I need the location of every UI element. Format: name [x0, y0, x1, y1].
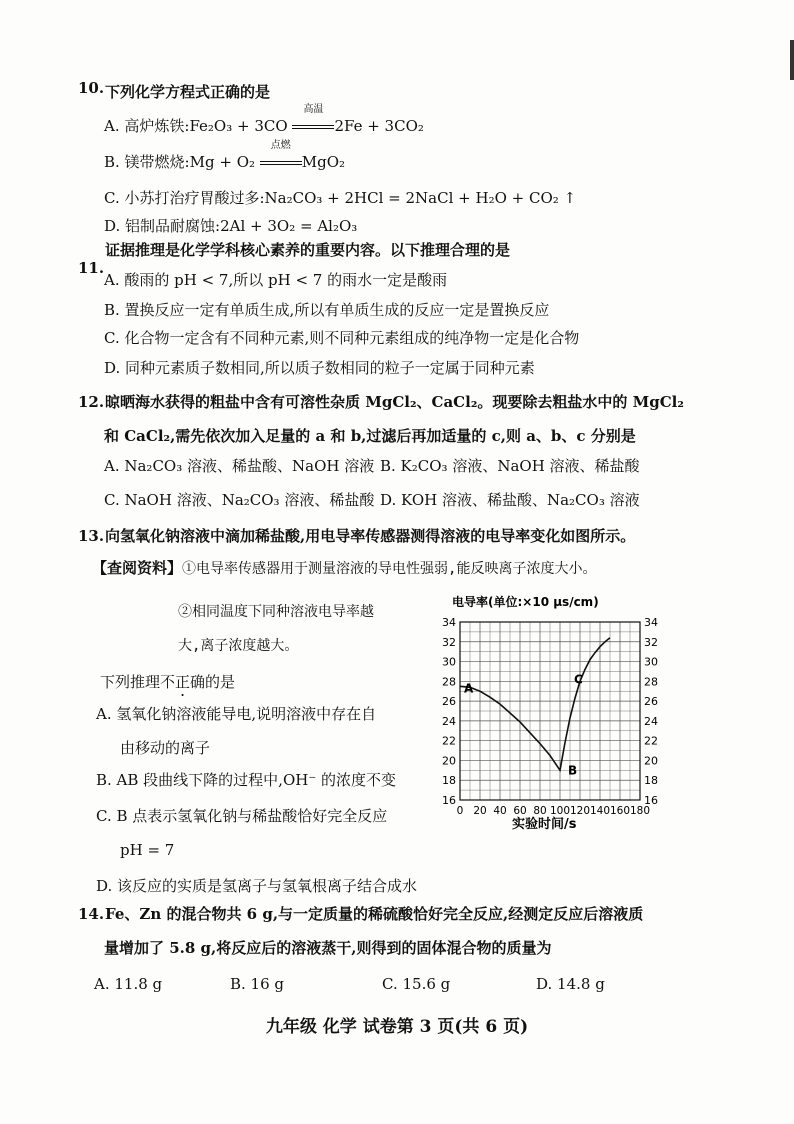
q13-option-b: B. AB 段曲线下降的过程中,OH⁻ 的浓度不变 — [96, 771, 397, 789]
q13-option-c-line2: pH = 7 — [120, 841, 175, 859]
y-tick-label-left: 24 — [442, 714, 456, 728]
y-tick-label-right: 22 — [644, 734, 658, 748]
y-tick-label-left: 34 — [442, 616, 456, 629]
q14-option-b: B. 16 g — [230, 975, 285, 993]
q14-stem-line1: Fe、Zn 的混合物共 6 g,与一定质量的稀硫酸恰好完全反应,经测定反应后溶液质 — [105, 905, 644, 923]
chart-xlabel: 实验时间/s — [512, 817, 577, 830]
q13-ask-emphasis: 不正确 — [160, 673, 206, 691]
x-tick-label: 80 — [533, 805, 547, 817]
q10-option-a — [104, 104, 424, 136]
x-tick-label: 40 — [493, 805, 507, 817]
y-tick-label-right: 28 — [644, 675, 658, 689]
q11-option-c: C. 化合物一定含有不同种元素,则不同种元素组成的纯净物一定是化合物 — [104, 329, 580, 347]
x-tick-label: 100 — [549, 805, 571, 817]
page-footer: 九年级 化学 试卷第 3 页(共 6 页) — [265, 1017, 529, 1037]
y-tick-label-left: 26 — [442, 695, 456, 709]
q12-stem-line1: 晾晒海水获得的粗盐中含有可溶性杂质 MgCl₂、CaCl₂。现要除去粗盐水中的 MgCl₂ — [105, 393, 684, 411]
q10-option-b — [104, 140, 346, 172]
q13-ref1-text: ①电导率传感器用于测量溶液的导电性强弱,能反映离子浓度大小。 — [182, 561, 597, 577]
y-tick-label-right: 16 — [644, 794, 658, 807]
q12-option-b: B. K₂CO₃ 溶液、NaOH 溶液、稀盐酸 — [380, 457, 640, 475]
point-label-a: A — [464, 681, 474, 696]
q10-number: 10. — [78, 79, 105, 97]
q14-number: 14. — [78, 905, 105, 923]
q13-number: 13. — [78, 527, 105, 545]
y-tick-label-left: 32 — [442, 635, 456, 649]
q10-b-label: B. 镁带燃烧: — [104, 153, 190, 171]
q13-reference-2a: ②相同温度下同种溶液电导率越 — [178, 604, 374, 620]
q14-option-a: A. 11.8 g — [94, 975, 163, 993]
q13-reference-1 — [92, 558, 596, 579]
y-tick-label-left: 22 — [442, 734, 456, 748]
q14-option-c: C. 15.6 g — [382, 975, 451, 993]
y-tick-label-left: 20 — [442, 754, 456, 768]
chart-title: 电导率(单位:×10 μs/cm) — [452, 595, 599, 609]
q11-option-a: A. 酸雨的 pH < 7,所以 pH < 7 的雨水一定是酸雨 — [104, 271, 448, 289]
x-tick-label: 60 — [513, 805, 527, 817]
q10-a-cond-text: 高温 — [303, 104, 324, 115]
point-label-c: C — [574, 672, 583, 687]
y-tick-label-left: 28 — [442, 675, 456, 689]
q11-option-d: D. 同种元素质子数相同,所以质子数相同的粒子一定属于同种元素 — [104, 359, 535, 377]
q13-option-c-line1: C. B 点表示氢氧化钠与稀盐酸恰好完全反应 — [96, 807, 388, 825]
x-tick-label: 20 — [473, 805, 487, 817]
x-tick-label: 140 — [589, 805, 611, 817]
q12-option-a: A. Na₂CO₃ 溶液、稀盐酸、NaOH 溶液 — [104, 457, 375, 475]
q10-stem: 下列化学方程式正确的是 — [105, 83, 271, 101]
q10-a-condition — [292, 104, 334, 136]
q14-stem-line2: 量增加了 5.8 g,将反应后的溶液蒸干,则得到的固体混合物的质量为 — [104, 939, 552, 957]
scan-edge-mark — [790, 40, 794, 80]
q10-b-right: MgO₂ — [301, 153, 346, 171]
q10-option-d: D. 铝制品耐腐蚀:2Al + 3O₂ = Al₂O₃ — [104, 217, 358, 235]
q13-stem: 向氢氧化钠溶液中滴加稀盐酸,用电导率传感器测得溶液的电导率变化如图所示。 — [105, 527, 636, 545]
chart-grid — [460, 622, 640, 800]
y-tick-label-right: 30 — [644, 655, 658, 669]
q10-a-left: Fe₂O₃ + 3CO — [189, 117, 288, 135]
y-tick-label-right: 32 — [644, 635, 658, 649]
x-tick-label: 180 — [629, 805, 651, 817]
x-tick-label: 120 — [569, 805, 591, 817]
y-tick-label-right: 34 — [644, 616, 658, 629]
x-tick-label: 160 — [609, 805, 631, 817]
y-tick-label-right: 24 — [644, 714, 658, 728]
q13-reference-2b: 大,离子浓度越大。 — [178, 638, 299, 654]
y-tick-label-left: 30 — [442, 655, 456, 669]
q12-stem-line2: 和 CaCl₂,需先依次加入足量的 a 和 b,过滤后再加适量的 c,则 a、b、c 分别是 — [104, 427, 636, 445]
y-tick-label-left: 18 — [442, 774, 456, 788]
q13-ask-pre: 下列推理 — [100, 673, 161, 691]
q13-ask — [100, 672, 235, 692]
q13-option-d: D. 该反应的实质是氢离子与氢氧根离子结合成水 — [96, 877, 418, 895]
q12-option-d: D. KOH 溶液、稀盐酸、Na₂CO₃ 溶液 — [380, 491, 640, 509]
y-tick-label-right: 26 — [644, 695, 658, 709]
q13-option-a-line1: A. 氢氧化钠溶液能导电,说明溶液中存在自 — [96, 705, 377, 723]
q13-option-a-line2: 由移动的离子 — [120, 739, 211, 757]
q13-ref-tag: 【查阅资料】 — [92, 559, 183, 577]
q10-b-condition — [260, 140, 302, 172]
q13-ask-post: 的是 — [205, 673, 236, 691]
conductivity-chart — [432, 590, 682, 830]
q11-number: 11. — [78, 259, 105, 277]
q14-option-d: D. 14.8 g — [536, 975, 605, 993]
x-tick-label: 0 — [456, 805, 464, 817]
q12-option-c: C. NaOH 溶液、Na₂CO₃ 溶液、稀盐酸 — [104, 491, 375, 509]
q10-b-cond-text: 点燃 — [270, 140, 291, 151]
q11-option-b: B. 置换反应一定有单质生成,所以有单质生成的反应一定是置换反应 — [104, 301, 550, 319]
q10-b-left: Mg + O₂ — [189, 153, 256, 171]
q11-stem: 证据推理是化学学科核心素养的重要内容。以下推理合理的是 — [105, 241, 511, 259]
q10-option-c: C. 小苏打治疗胃酸过多:Na₂CO₃ + 2HCl = 2NaCl + H₂O + CO₂ ↑ — [104, 189, 577, 207]
y-tick-label-right: 20 — [644, 754, 658, 768]
y-tick-label-right: 18 — [644, 774, 658, 788]
q12-number: 12. — [78, 393, 105, 411]
point-label-b: B — [568, 763, 578, 778]
q10-a-label: A. 高炉炼铁: — [104, 117, 190, 135]
q10-a-right: 2Fe + 3CO₂ — [334, 117, 424, 135]
y-tick-label-left: 16 — [442, 794, 456, 807]
